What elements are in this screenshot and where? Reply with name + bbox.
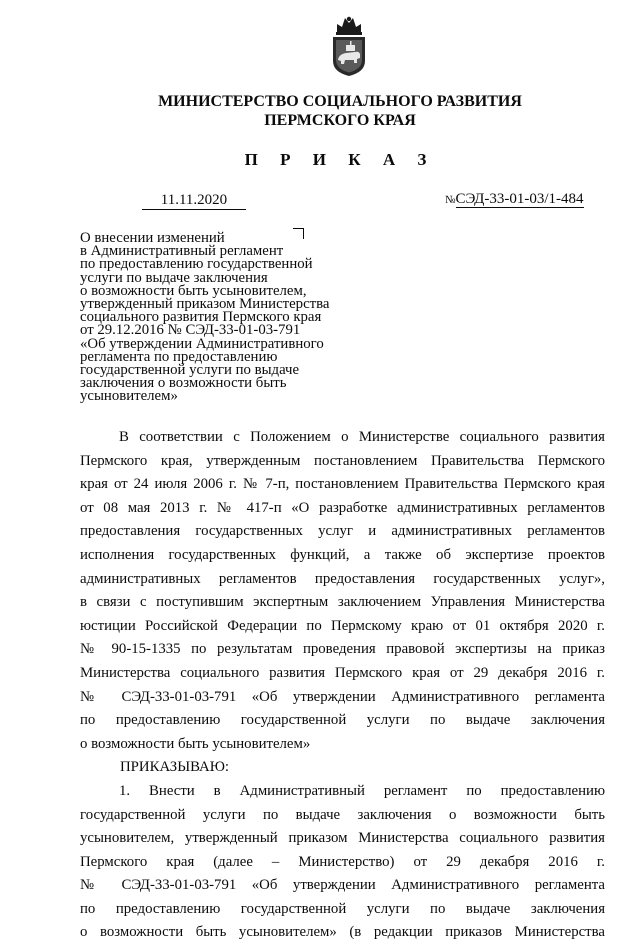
subject-line: заключения о возможности быть [80,375,287,392]
subject-line: регламента по предоставлению [80,348,278,365]
preamble-line: юстиции Российской Федерации по Пермскому краю от 01 октября 2020 г. [80,617,605,634]
ministry-name [0,92,640,130]
subject-line: по предоставлению государственной [80,256,313,273]
preamble-line: № СЭД-33-01-03-791 «Об утверждении Административного регламента [80,688,605,705]
preamble-line: в связи с поступившим экспертным заключением Управления Министерства [80,594,605,611]
preamble-line: о возможности быть усыновителем» [80,735,311,752]
subject-line: от 29.12.2016 № СЭД-33-01-03-791 [80,322,301,339]
item-1-line: № СЭД-33-01-03-791 «Об утверждении Административного регламента [80,877,605,894]
number-sign: № [445,194,456,206]
preamble-line: исполнения государственных функций, а также об экспертизе проектов [80,546,605,563]
subject-line: государственной услуги по выдаче [80,362,300,379]
subject-line: в Административный регламент [80,243,284,260]
perm-krai-coat-of-arms-icon [329,14,369,77]
preamble-line: по предоставлению государственной услуги по выдаче заключения [80,712,605,729]
item-1-line: 1. Внести в Административный регламент по предоставлению [119,782,605,799]
preamble-line: предоставления государственных услуг и административных регламентов [80,523,605,540]
order-date: 11.11.2020 [142,191,246,210]
preamble-line: административных регламентов предоставления государственных услуг», [80,570,605,587]
preamble-line: Министерства социального развития Пермского края от 29 декабря 2016 г. [80,664,605,681]
preamble-line: № 90-15-1335 по результатам проведения правовой экспертизы на приказ [80,641,605,658]
subject-line: О внесении изменений [80,230,225,246]
subject-line: «Об утверждении Административного [80,335,324,352]
prikazyvayu-heading: ПРИКАЗЫВАЮ: [120,759,230,776]
item-1-line: Пермского края (далее – Министерство) от 29 декабря 2016 г. [80,853,605,870]
subject-line: социального развития Пермского края [80,309,322,326]
ministry-line-2: ПЕРМСКОГО КРАЯ [264,112,416,129]
order-number [445,190,584,209]
item-1-line: усыновителем, утвержденный приказом Министерства социального развития [80,830,605,847]
preamble-line: Пермского края, утвержденным постановлением Правительства Пермского [80,452,605,469]
item-1-line: государственной услуги по выдаче заключения о возможности быть [80,806,605,823]
ministry-line-1: МИНИСТЕРСТВО СОЦИАЛЬНОГО РАЗВИТИЯ [158,93,522,110]
preamble-line: от 08 мая 2013 г. № 417-п «О разработке административных регламентов [80,499,605,516]
subject-line: утвержденный приказом Министерства [80,296,330,313]
order-body [80,426,605,945]
item-1-line: по предоставлению государственной услуги по выдаче заключения [80,900,605,917]
subject-line: услуги по выдаче заключения [80,269,268,286]
order-number-value: СЭД-33-01-03/1-484 [455,191,584,207]
preamble-line: В соответствии с Положением о Министерстве социального развития [119,429,605,445]
item-1-line: о возможности быть усыновителем» (в редакции приказов Министерства [80,924,605,941]
order-title: П Р И К А З [244,150,436,169]
subject-line: усыновителем» [80,388,178,405]
order-subject [80,232,380,404]
preamble-line: края от 24 июля 2006 г. № 7-п, постановлением Правительства Пермского края [80,476,605,493]
subject-line: о возможности быть усыновителем, [80,282,307,299]
